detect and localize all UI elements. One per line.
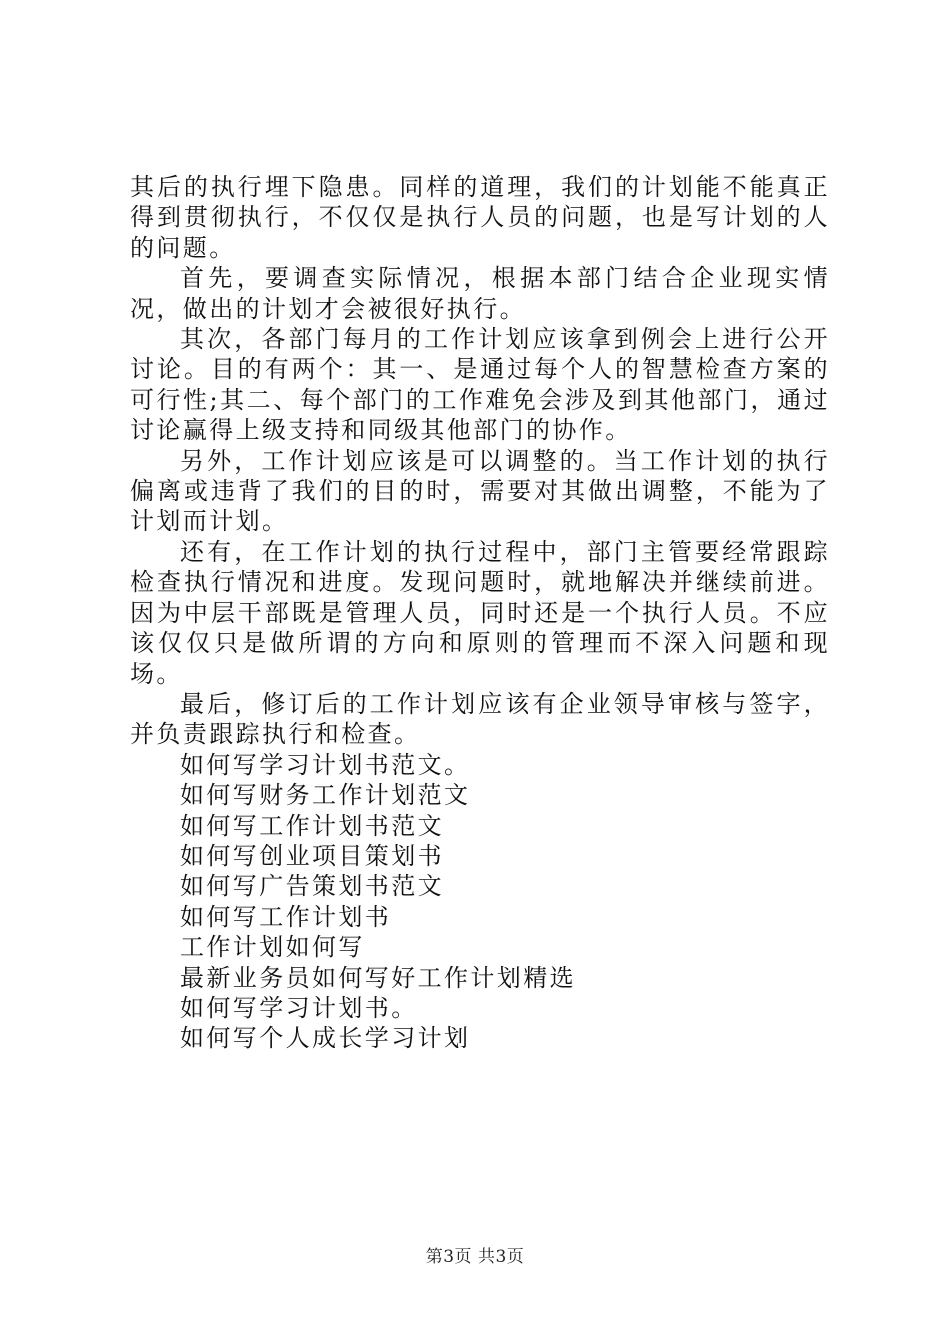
related-article-link[interactable]: 如何写创业项目策划书 xyxy=(180,841,444,870)
paragraph-first-point: 首先，要调查实际情况，根据本部门结合企业现实情况，做出的计划才会被很好执行。 xyxy=(130,264,830,323)
related-article-link[interactable]: 如何写学习计划书。 xyxy=(180,993,418,1022)
page-footer xyxy=(0,1242,950,1267)
related-article-link[interactable]: 最新业务员如何写好工作计划精选 xyxy=(180,963,576,992)
paragraph-final-point: 最后，修订后的工作计划应该有企业领导审核与签字，并负责跟踪执行和检查。 xyxy=(130,689,830,749)
paragraph-tracking: 还有，在工作计划的执行过程中，部门主管要经常跟踪检查执行情况和进度。发现问题时，就地解决并继续前进。因为中层干部既是管理人员，同时还是一个执行人员。不应该仅仅只是做所谓的方向和原则的管理而不深入问题和现场。 xyxy=(130,537,830,688)
paragraph-second-point: 其次，各部门每月的工作计划应该拿到例会上进行公开讨论。目的有两个：其一、是通过每个人的智慧检查方案的可行性;其二、每个部门的工作难免会涉及到其他部门，通过讨论赢得上级支持和同级其他部门的协作。 xyxy=(130,325,830,445)
related-article-link[interactable]: 如何写广告策划书范文 xyxy=(180,872,444,901)
related-article-link[interactable]: 如何写工作计划书 xyxy=(180,902,392,931)
related-article-link[interactable]: 如何写财务工作计划范文 xyxy=(180,781,471,810)
page-number-label: 第3页 共3页 xyxy=(425,1247,525,1267)
related-article-link[interactable]: 工作计划如何写 xyxy=(180,933,365,962)
related-articles-list xyxy=(130,750,830,1054)
related-article-link[interactable]: 如何写工作计划书范文 xyxy=(180,811,444,840)
paragraph-continuation: 其后的执行埋下隐患。同样的道理，我们的计划能不能真正得到贯彻执行，不仅仅是执行人员的问题，也是写计划的人的问题。 xyxy=(130,173,830,262)
paragraph-adjustment: 另外，工作计划应该是可以调整的。当工作计划的执行偏离或违背了我们的目的时，需要对其做出调整，不能为了计划而计划。 xyxy=(130,446,830,536)
document-body xyxy=(130,172,830,1054)
related-article-link[interactable]: 如何写学习计划书范文。 xyxy=(180,750,471,779)
related-article-link[interactable]: 如何写个人成长学习计划 xyxy=(180,1024,471,1053)
